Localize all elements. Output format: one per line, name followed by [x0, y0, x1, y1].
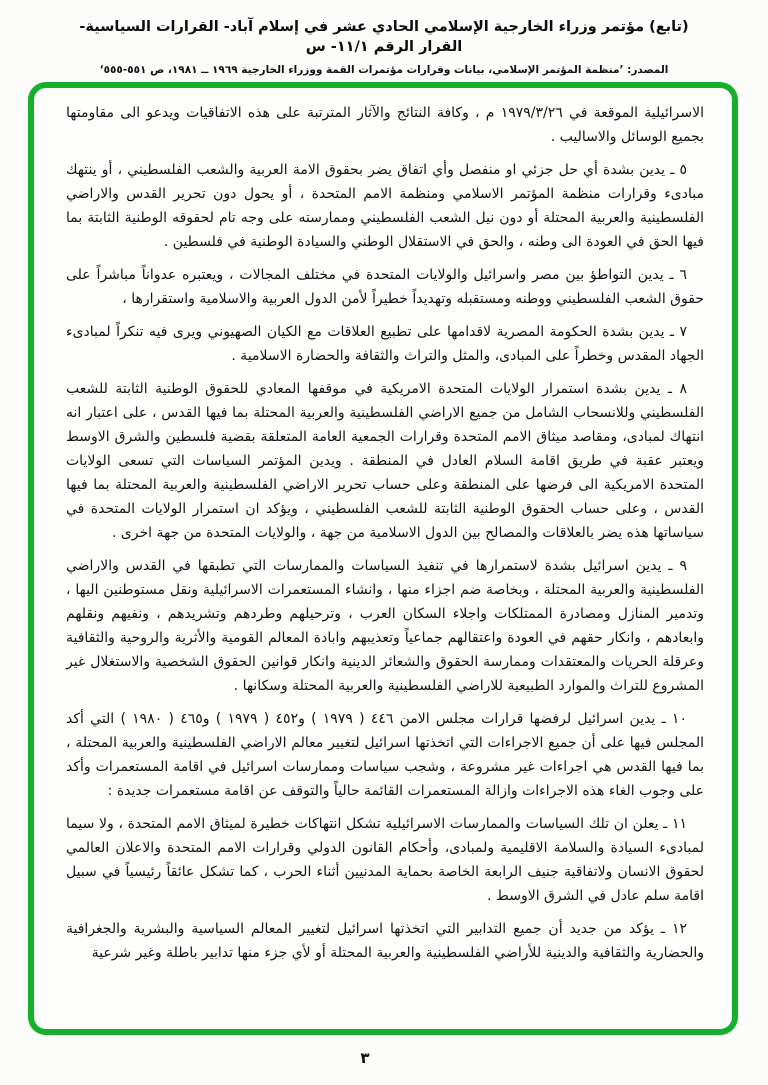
body-paragraph: ٦ ـ يدين التواطؤ بين مصر واسرائيل والولايات المتحدة في مختلف المجالات ، ويعتبره عدواناً مباشراً على حقوق الشعب الفلسطيني ووطنه ومستقبله وتهديداً خطيراً لأمن الدول العربية والاسلامية واستقرارها ، [66, 267, 704, 307]
body-paragraph: ٨ ـ يدين بشدة استمرار الولايات المتحدة الامريكية في موقفها المعادي للحقوق الوطنية الثابتة للشعب الفلسطيني وللانسحاب الشامل من جميع الاراضي الفلسطينية والعربية المحتلة بما فيها القدس ، على اعتبار انه انتهاك لمبادى، ومقاصد ميثاق الامم المتحدة وقرارات الجمعية العامة المتعلقة بقضية فلسطين والشرق الاوسط ويعتبر عقبة في طريق اقامة السلام العادل في المنطقة . ويدين المؤتمر السياسات التي تسعى الولايات المتحدة الامريكية الى فرضها على المنطقة وعلى حساب تحرير الاراضي الفلسطينية والعربية المحتلة بما فيها القدس ، وعلى حساب الحقوق الوطنية الثابتة للشعب الفلسطيني ، ويؤكد ان استمرار الولايات المتحدة في سياساتها هذه يضر بالعلاقات والمصالح بين الدول الاسلامية من جهة ، والولايات المتحدة من جهة اخرى . [66, 381, 704, 541]
source-citation: المصدر: ’منظمة المؤتمر الإسلامي، بيانات وقرارات مؤتمرات القمة ووزراء الخارجية ١٩٦٩ ــ ١٩٨١، ص ٥٥١-٥٥٥‘ [99, 64, 669, 77]
body-paragraph: ١٢ ـ يؤكد من جديد أن جميع التدابير التي اتخذتها اسرائيل لتغيير المعالم السياسية والبشرية والجغرافية والحضارية والثقافية والدينية للأراضي الفلسطينية والعربية المحتلة أو لأي جزء منها تدابير باطلة وغير شرعية [66, 921, 704, 961]
page-number: ٣ [360, 1049, 370, 1067]
body-paragraph: الاسرائيلية الموقعة في ١٩٧٩/٣/٢٦ م ، وكافة النتائج والآثار المترتبة على هذه الاتفاقيات ويدعو الى مقاومتها بجميع الوسائل والاساليب . [66, 105, 704, 145]
document-body [66, 101, 704, 965]
body-paragraph: ٩ ـ يدين اسرائيل بشدة لاستمرارها في تنفيذ السياسات والممارسات التي تطبقها في القدس والاراضي الفلسطينية والعربية المحتلة ، وبخاصة ضم اجزاء منها ، وانشاء المستعمرات الاسرائيلية ونقل مستوطنين اليها ، وتدمير المنازل ومصادرة الممتلكات واجلاء السكان العرب ، وترحيلهم وطردهم وتشريدهم ، ونفيهم ونقلهم وابعادهم ، وانكار حقهم في العودة واعتقالهم جماعياً وتعذيبهم وابادة المعالم القومية والأثرية والروحية والثقافية وعرقلة الحريات والمعتقدات وممارسة الحقوق والشعائر الدينية وانكار قوانين الحقوق الشخصية والاستغلال غير المشروع للتراث والموارد الطبيعية للاراضي الفلسطينية والعربية المحتلة وسكانها . [66, 558, 704, 694]
body-paragraph: ١١ ـ يعلن ان تلك السياسات والممارسات الاسرائيلية تشكل انتهاكات خطيرة لميثاق الامم المتحدة ، ولا سيما لمبادىء السيادة والسلامة الاقليمية ولمبادى، وأحكام القانون الدولي وقرارات الامم المتحدة والاعلان العالمي لحقوق الانسان ولاتفاقية جنيف الرابعة الخاصة بحماية المدنيين أثناء الحرب ، كما تشكل عائقاً رئيسياً في سبيل اقامة سلم عادل في الشرق الاوسط . [66, 816, 704, 904]
body-paragraph: ٥ ـ يدين بشدة أي حل جزئي او منفصل وأي اتفاق يضر بحقوق الامة العربية والشعب الفلسطيني ، أو ينتهك مبادىء وقرارات منظمة المؤتمر الاسلامي ومنظمة الامم المتحدة ، أو يحول دون تحرير القدس والاراضي الفلسطينية والعربية المحتلة أو دون نيل الشعب الفلسطيني وممارسته على وجه تام لحقوقه الوطنية الثابتة بما فيها الحق في العودة الى وطنه ، والحق في الاستقلال الوطني والسيادة الوطنية في فلسطين . [66, 162, 704, 250]
page-footer [0, 1048, 730, 1067]
document-title: (تابع) مؤتمر وزراء الخارجية الإسلامي الحادي عشر في إسلام آباد- القرارات السياسية- القرار الرقم ١١/١- س [79, 19, 689, 55]
document-header [0, 0, 768, 76]
body-paragraph: ١٠ ـ يدين اسرائيل لرفضها قرارات مجلس الامن ٤٤٦ ( ١٩٧٩ ) و٤٥٢ ( ١٩٧٩ ) و٤٦٥ ( ١٩٨٠ ) التي أكد المجلس فيها على أن جميع الاجراءات التي اتخذتها اسرائيل لتغيير معالم الاراضي الفلسطينية والعربية المحتلة ، بما فيها القدس هي اجراءات غير مشروعة ، وشجب سياسات وممارسات اسرائيل في اقامة المستعمرات وأكد على وجوب الغاء هذه الاجراءات وازالة المستعمرات القائمة حالياً والتوقف عن اقامة مستعمرات جديدة : [66, 711, 704, 799]
content-frame [28, 82, 738, 1035]
body-paragraph: ٧ ـ يدين بشدة الحكومة المصرية لاقدامها على تطبيع العلاقات مع الكيان الصهيوني ويرى فيه تنكراً لمبادىء الجهاد المقدس وخطراً على المبادى، والمثل والتراث والثقافة والحضارة الاسلامية . [66, 324, 704, 364]
